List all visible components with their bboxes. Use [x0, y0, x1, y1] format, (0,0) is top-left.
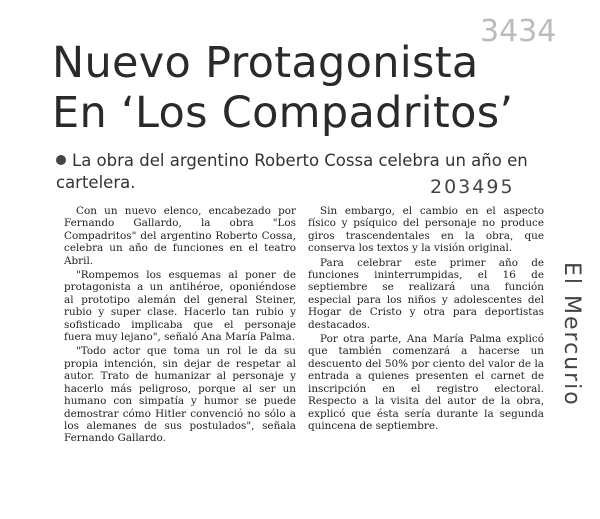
paragraph: Por otra parte, Ana María Palma explicó que también comenzará a hacerse un descuento del 50% por ciento del valor de la entrada a quienes presenten el carnet de inscripción en el registro electoral. Respecto a la visita del autor de la obra, explicó que ésta sería durante la segunda quincena de septiembre. [308, 333, 544, 432]
handwritten-date [0, 0, 4, 38]
subhead-text: La obra del argentino Roberto Cossa celebra un año en cartelera. [56, 151, 528, 192]
handwritten-newspaper-name: El Mercurio [559, 262, 584, 407]
headline-line-2: En ‘Los Compadritos’ [52, 88, 514, 138]
paragraph: Con un nuevo elenco, encabezado por Fernando Gallardo, la obra "Los Compadritos" del argentino Roberto Cossa, celebra un año de funciones en el teatro Abril. [64, 205, 296, 267]
paragraph: Para celebrar este primer año de funciones ininterrumpidas, el 16 de septiembre se realizará una función especial para los niños y adolescentes del Hogar de Cristo y otra para deportistas destacados. [308, 256, 544, 331]
article-column-2 [308, 205, 544, 434]
headline-line-1: Nuevo Protagonista [52, 38, 479, 88]
paragraph: "Todo actor que toma un rol le da su propia intención, sin dejar de respetar al autor. Trato de humanizar al personaje y hacerlo más peligroso, porque al ser un humano con simpatía y humor se puede demostrar cómo Hitler convenció no sólo a los alemanes de sus postulados", señala Fernando Gallardo. [64, 345, 296, 445]
paragraph: "Rompemos los esquemas al poner de protagonista a un antihéroe, oponiéndose al prototipo alemán del general Steiner, rubio y super clase. Hacerlo tan rubio y sofisticado implicaba que el personaje fuera muy lejano", señaló Ana María Palma. [64, 269, 296, 344]
handwritten-archive-number: 203495 [430, 176, 515, 198]
bullet-icon [56, 155, 66, 165]
article-headline [52, 38, 532, 138]
paragraph: Sin embargo, el cambio en el aspecto físico y psíquico del personaje no produce giros trascendentales en la obra, que conserva los textos y la visión original. [308, 205, 544, 255]
handwritten-corner-number: 3434 [480, 14, 557, 49]
article-column-1 [64, 205, 296, 447]
